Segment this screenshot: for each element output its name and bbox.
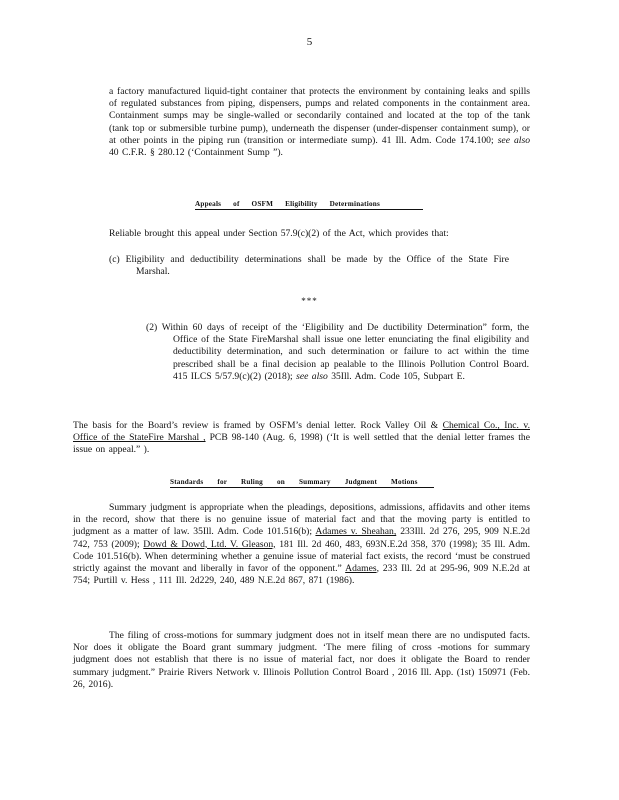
paragraph-reliable: [109, 228, 530, 240]
heading-standards-text: Standards for Ruling on Summary Judgment Motions: [170, 478, 418, 486]
paragraph-summary-judgment: [73, 502, 530, 587]
reliable-text: Reliable brought this appeal under Section 57.9(c)(2) of the Act, which provides that:: [109, 228, 449, 239]
basis-case-citation: Chemical Co., Inc. v. Office of the StateFire Marshal ,: [73, 420, 530, 444]
page-number: 5: [306, 36, 313, 48]
sj-case-adames: Adames v. Sheahan,: [315, 526, 397, 538]
sj-text-3: 181 Ill. 2d 460, 483, 693N.E.2d 358, 370 (1998); 35 Ill. Adm. Code 101.516(b). When determining whether a genuine issue of material fact exists, the record ‘must be construed strictly against the movant and liberally in favor of the opponent.”: [73, 538, 530, 575]
paragraph-basis: [73, 420, 530, 457]
sump-see-also: see also: [497, 134, 530, 146]
quote-c-text: (c) Eligibility and deductibility determinations shall be made by the Office of the State Fire Marshal.: [109, 254, 509, 278]
heading-appeals: [195, 200, 423, 210]
quote-2-tail: 35Ill. Adm. Code 105, Subpart E.: [331, 370, 465, 382]
ellipsis-stars: ***: [301, 296, 318, 306]
sj-case-dowd: Dowd & Dowd, Ltd. V. Gleason,: [143, 538, 276, 550]
heading-standards: [170, 478, 434, 488]
sj-text-1: Summary judgment is appropriate when the pleadings, depositions, admissions, affidavits and other items in the record, show that there is no genuine issue of material fact and that the moving party is entitled to judgment as a matter of law. 35Ill. Adm. Code 101.516(b);: [73, 502, 530, 538]
sj-text-2: 233Ill. 2d 276, 295, 909 N.E.2d 742, 753 (2009);: [73, 526, 530, 550]
sj-text-4: , 233 Ill. 2d at 295-96, 909 N.E.2d at 754; Purtill v. Hess , 111 Ill. 2d229, 240, 489 N.E.2d 867, 871 (1986).: [73, 563, 530, 587]
quote-2-text: (2) Within 60 days of receipt of the ‘Eligibility and De ductibility Determination” form, the Office of the State FireMarshal shall issue one letter enunciating the final eligibility and deductibility determination, and such determination or failure to act within the time prescribed shall be a final decision ap pealable to the Illinois Pollution Control Board. 415 ILCS 5/57.9(c)(2) (2018);: [146, 322, 529, 382]
cross-motions-text: The filing of cross-motions for summary judgment does not in itself mean there are no undisputed facts. Nor does it obligate the Board grant summary judgment. ‘The mere filing of cross -motions for summary judgment does not establish that there is no issue of material fact, nor does it obligate the Board to render summary judgment.” Prairie Rivers Network v. Illinois Pollution Control Board , 2016 Ill. App. (1st) 150971 (Feb. 26, 2016).: [73, 630, 530, 690]
quote-subsection-2: [146, 322, 529, 383]
heading-standards-rule: [170, 487, 434, 488]
heading-appeals-text: Appeals of OSFM Eligibility Determinations: [195, 200, 380, 208]
sj-case-adames-short: Adames: [345, 563, 377, 575]
basis-head: The basis for the Board’s review is framed by OSFM’s denial letter. Rock Valley Oil &: [73, 420, 439, 431]
sump-tail: 40 C.F.R. § 280.12 (‘Containment Sump ”).: [109, 147, 283, 159]
quote-subsection-c: [109, 254, 509, 278]
paragraph-cross-motions: [73, 630, 530, 691]
sump-text: a factory manufactured liquid-tight container that protects the environment by containing leaks and spills of regulated substances from piping, dispensers, pumps and related components in the containment area. Containment sumps may be single-walled or secondarily contained and located at the top of the tank (tank top or submersible turbine pump), underneath the dispenser (under-dispenser containment sump), or at other points in the piping run (transition or intermediate sump). 41 Ill. Adm. Code 174.100;: [109, 86, 530, 146]
quote-2-see-also: see also: [296, 370, 328, 382]
basis-tail: PCB 98-140 (Aug. 6, 1998) (‘It is well settled that the denial letter frames the issue on appeal.” ).: [73, 432, 530, 456]
heading-appeals-rule: [195, 209, 423, 210]
paragraph-containment-sump: [109, 86, 530, 159]
